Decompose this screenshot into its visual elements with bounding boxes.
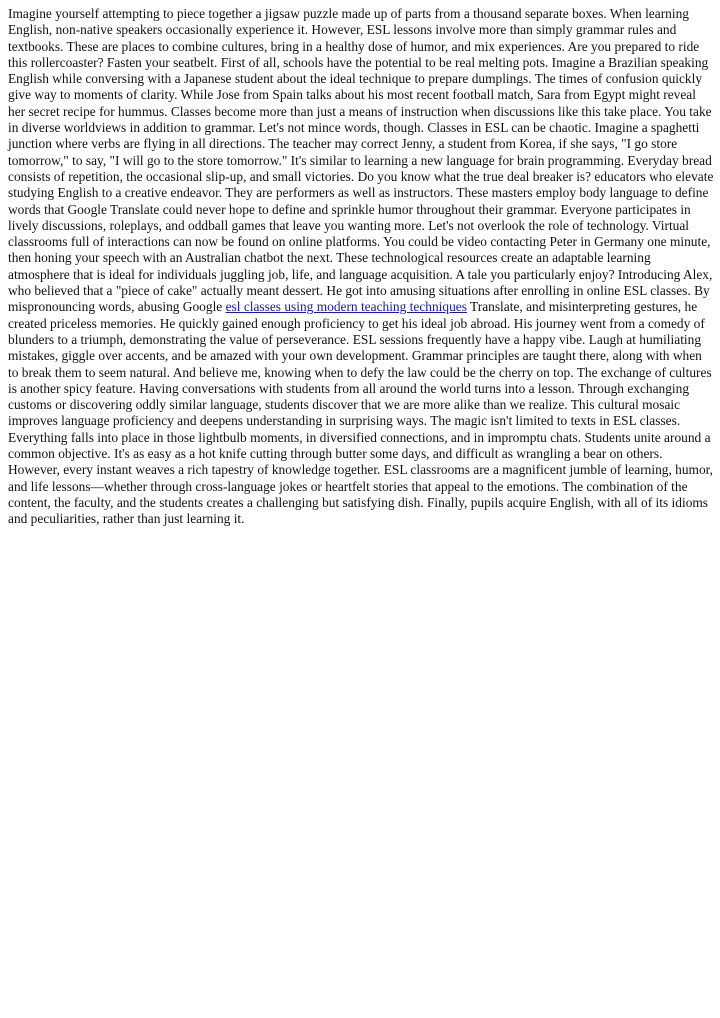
article-body [8, 6, 714, 528]
article-text-part-1: Imagine yourself attempting to piece together a jigsaw puzzle made up of parts from a thousand separate boxes. When learning English, non-native speakers occasionally experience it. However, ESL lessons involve more than simply grammar rules and textbooks. These are places to combine cultures, bring in a healthy dose of humor, and mix experiences. Are you prepared to ride this rollercoaster? Fasten your seatbelt. First of all, schools have the potential to be real melting pots. Imagine a Brazilian speaking English while conversing with a Japanese student about the ideal technique to prepare dumplings. The times of confusion quickly give way to moments of clarity. While Jose from Spain talks about his most recent football match, Sara from Egypt might reveal her secret recipe for hummus. Classes become more than just a means of instruction when discussions like this take place. You take in diverse worldviews in addition to grammar. Let's not mince words, though. Classes in ESL can be chaotic. Imagine a spaghetti junction where verbs are flying in all directions. The teacher may correct Jenny, a student from Korea, if she says, "I go store tomorrow," to say, "I will go to the store tomorrow." It's similar to learning a new language for brain programming. Everyday bread consists of repetition, the occasional slip-up, and small victories. Do you know what the true deal breaker is? educators who elevate studying English to a creative endeavor. They are performers as well as instructors. These masters employ body language to define words that Google Translate could never hope to define and sprinkle humor throughout their grammar. Everyone participates in lively discussions, roleplays, and oddball games that leave you wanting more. Let's not overlook the role of technology. Virtual classrooms full of interactions can now be found on online platforms. You could be video contacting Peter in Germany one minute, then honing your speech with an Australian chatbot the next. These technological resources create an adaptable learning atmosphere that is ideal for individuals juggling job, life, and language acquisition. A tale you particularly enjoy? Introducing Alex, who believed that a "piece of cake" actually meant dessert. He got into amusing situations after enrolling in online ESL classes. By mispronouncing words, abusing Google [8, 6, 714, 315]
article-text-part-2: Translate, and misinterpreting gestures, he created priceless memories. He quickly gained enough proficiency to get his ideal job abroad. His journey went from a comedy of blunders to a triumph, demonstrating the value of perseverance. ESL sessions frequently have a happy vibe. Laugh at humiliating mistakes, giggle over accents, and be amazed with your own development. Grammar principles are taught there, along with when to break them to seem natural. And believe me, knowing when to defy the law could be the cherry on top. The exchange of cultures is another spicy feature. Having conversations with students from all around the world turns into a lesson. Through exchanging customs or discovering oddly similar language, students discover that we are more alike than we realize. This cultural mosaic improves language proficiency and deepens understanding in surprising ways. The magic isn't limited to texts in ESL classes. Everything falls into place in those lightbulb moments, in diversified connections, and in impromptu chats. Students unite around a common objective. It's as easy as a hot knife cutting through butter some days, and difficult as wrangling a bear on others. However, every instant weaves a rich tapestry of knowledge together. ESL classrooms are a magnificent jumble of learning, humor, and life lessons—whether through cross-language jokes or heartfelt stories that appeal to the emotions. The combination of the content, the faculty, and the students creates a challenging but satisfying dish. Finally, pupils acquire English, with all of its idioms and peculiarities, rather than just learning it. [8, 299, 713, 527]
esl-classes-link[interactable]: esl classes using modern teaching techniques [225, 299, 467, 315]
